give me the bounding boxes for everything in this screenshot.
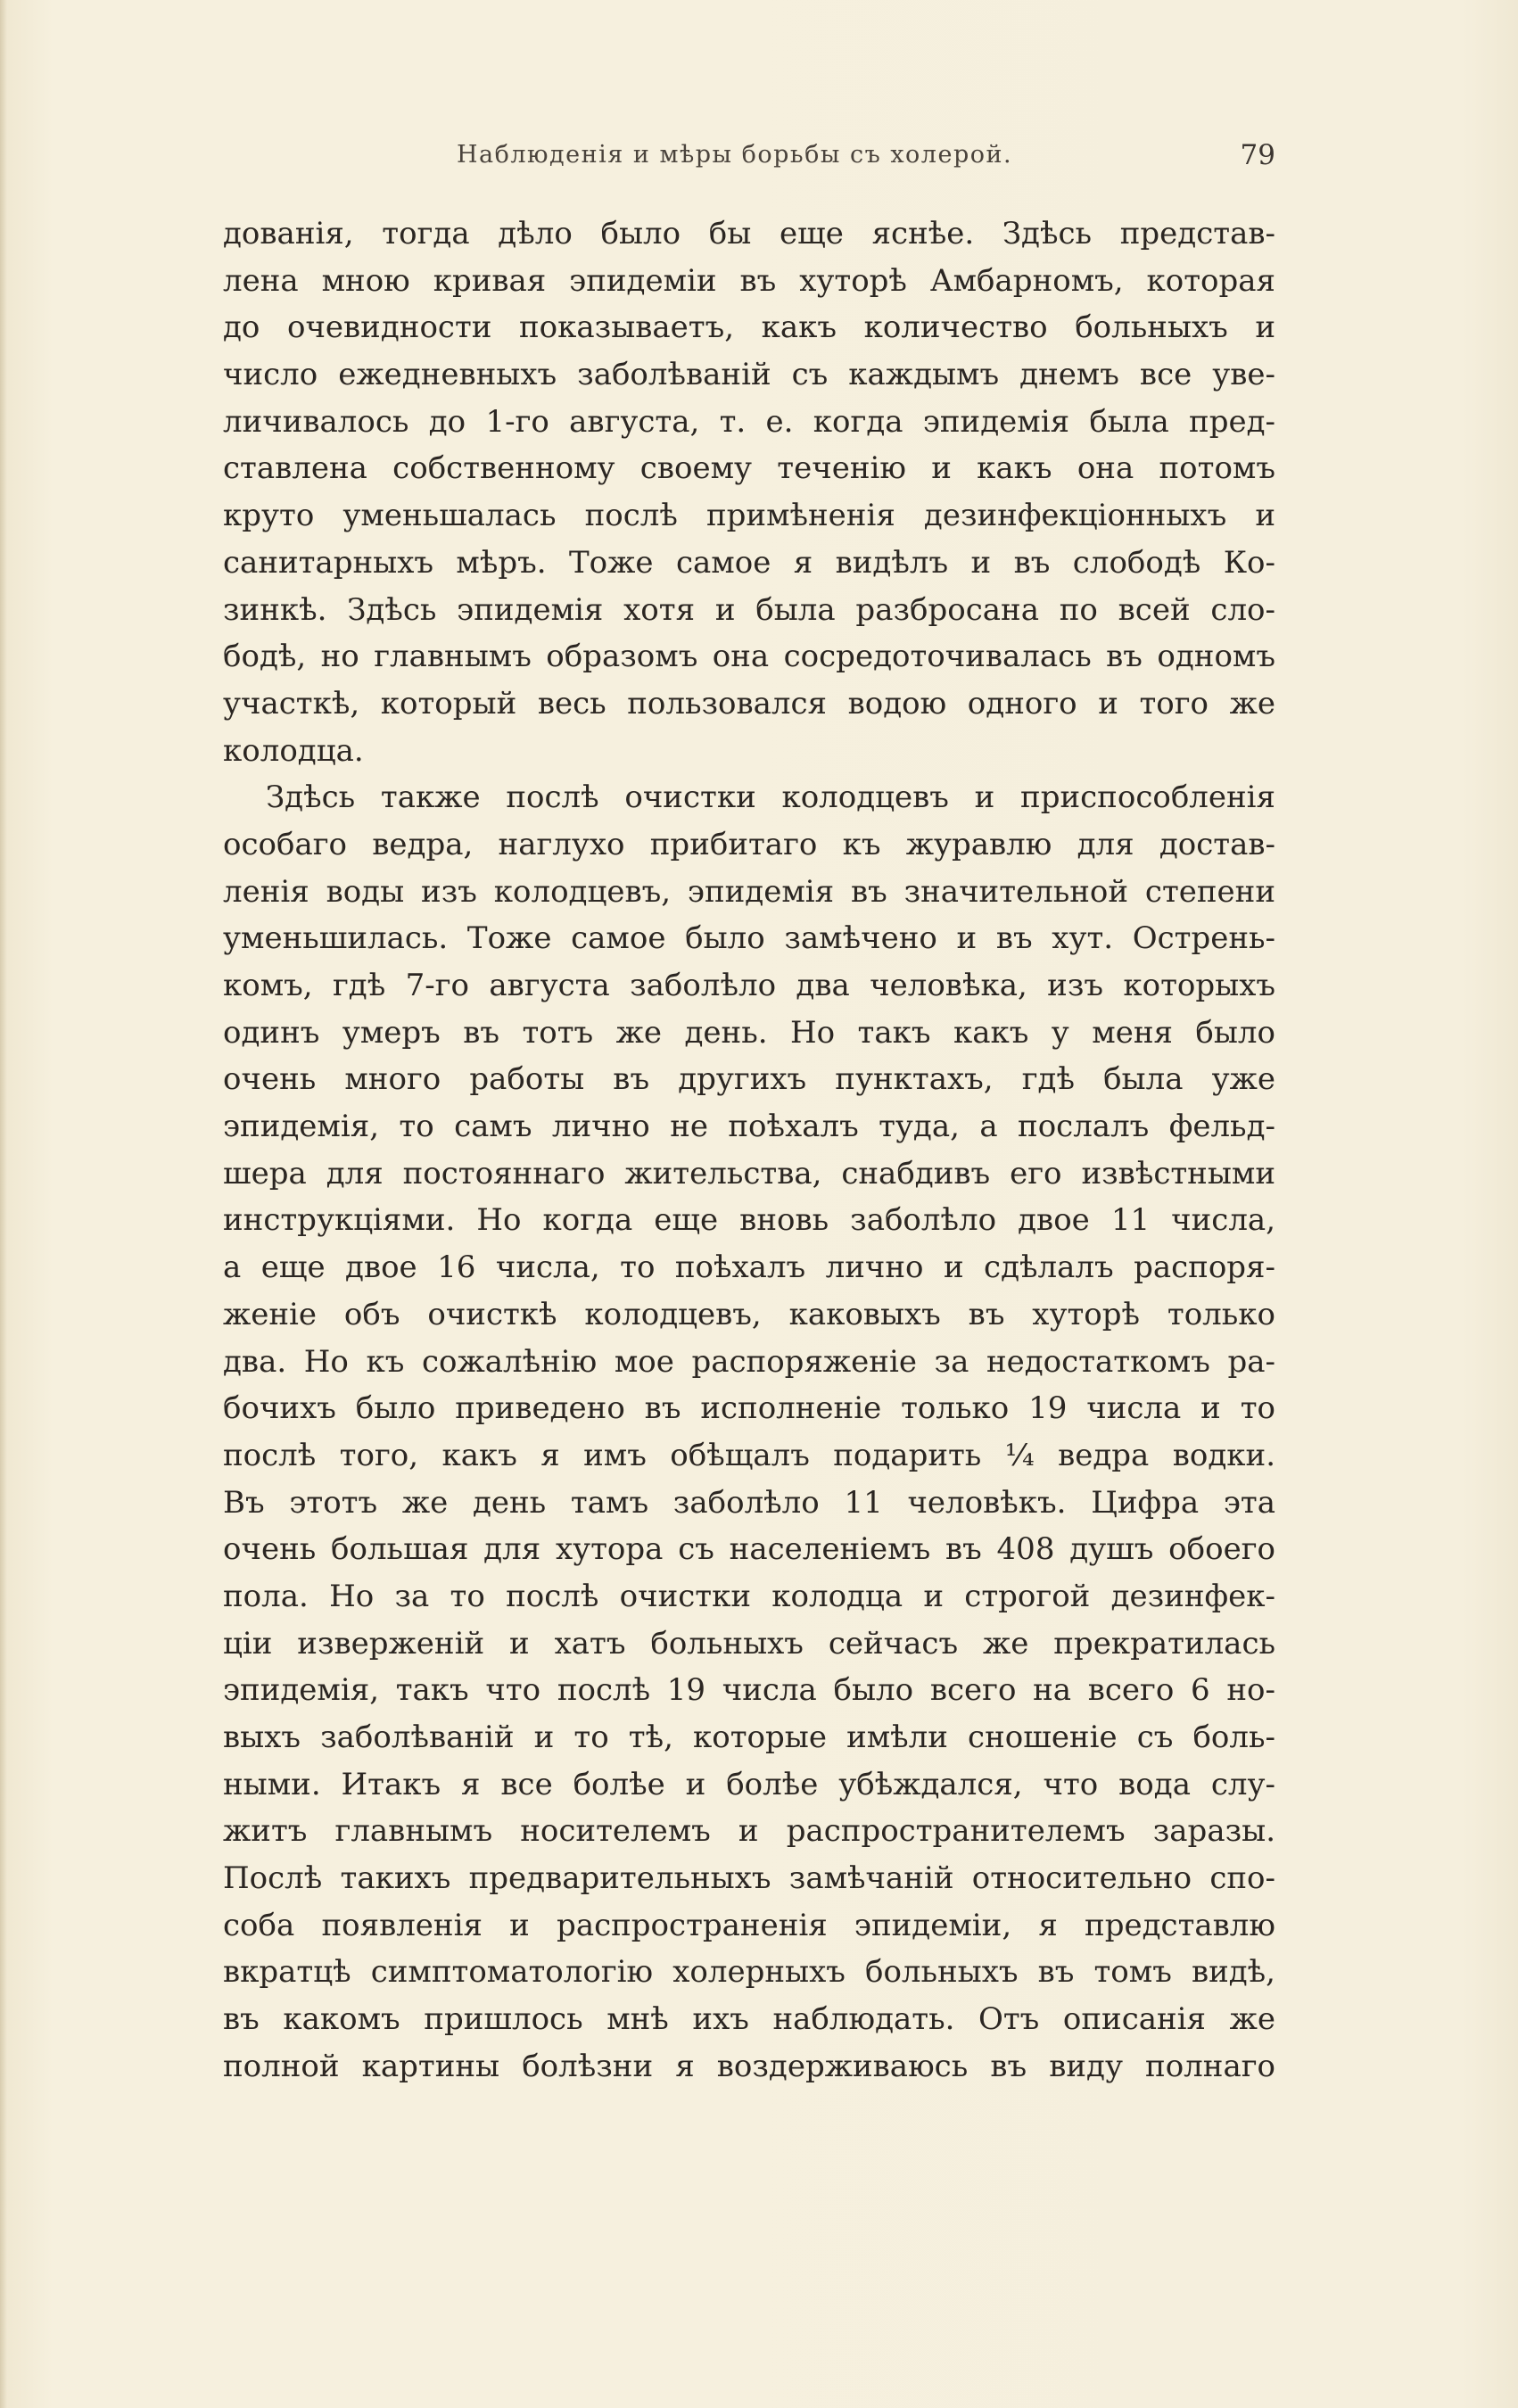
text-line: ставлена собственному своему теченію и какъ она потомъ bbox=[223, 450, 1275, 487]
text-line: дованія, тогда дѣло было бы еще яснѣе. Здѣсь представ- bbox=[223, 216, 1275, 252]
text-line: участкѣ, который весь пользовался водою одного и того же bbox=[223, 685, 1275, 722]
text-line: бодѣ, но главнымъ образомъ она сосредоточивалась въ одномъ bbox=[223, 639, 1275, 675]
text-line: въ какомъ пришлось мнѣ ихъ наблюдать. Отъ описанія же bbox=[223, 2001, 1275, 2038]
text-line: круто уменьшалась послѣ примѣненія дезинфекціонныхъ и bbox=[223, 498, 1275, 534]
text-line: полной картины болѣзни я воздерживаюсь въ виду полнаго bbox=[223, 2048, 1275, 2084]
text-line: особаго ведра, наглухо прибитаго къ журавлю для достав- bbox=[223, 826, 1275, 862]
text-line: Послѣ такихъ предварительныхъ замѣчаній относительно спо- bbox=[223, 1860, 1275, 1897]
text-line: соба появленія и распространенія эпидеміи, я представлю bbox=[223, 1907, 1275, 1943]
text-line: комъ, гдѣ 7-го августа заболѣло два человѣка, изъ которыхъ bbox=[223, 968, 1275, 1003]
text-line: а еще двое 16 числа, то поѣхалъ лично и сдѣлалъ распоря- bbox=[223, 1249, 1275, 1286]
text-line: послѣ того, какъ я имъ обѣщалъ подарить ¼ ведра водки. bbox=[223, 1437, 1275, 1473]
page-number: 79 bbox=[1240, 139, 1275, 171]
text-line: зинкѣ. Здѣсь эпидемія хотя и была разбросана по всей сло- bbox=[223, 591, 1275, 628]
text-line: выхъ заболѣваній и то тѣ, которые имѣли сношеніе съ боль- bbox=[223, 1719, 1275, 1755]
page-header bbox=[223, 136, 1275, 180]
text-line: уменьшилась. Тоже самое было замѣчено и въ хут. Острень- bbox=[223, 920, 1275, 957]
text-line: число ежедневныхъ заболѣваній съ каждымъ днемъ все уве- bbox=[223, 357, 1275, 393]
text-line: вкратцѣ симптоматологію холерныхъ больныхъ въ томъ видѣ, bbox=[223, 1954, 1275, 1991]
text-line: женіе объ очисткѣ колодцевъ, каковыхъ въ хуторѣ только bbox=[223, 1296, 1275, 1332]
text-line: ленія воды изъ колодцевъ, эпидемія въ значительной степени bbox=[223, 873, 1275, 910]
text-line: два. Но къ сожалѣнію мое распоряженіе за недостаткомъ ра- bbox=[223, 1343, 1275, 1380]
text-line: пола. Но за то послѣ очистки колодца и строгой дезинфек- bbox=[223, 1578, 1275, 1614]
text-line: до очевидности показываетъ, какъ количество больныхъ и bbox=[223, 309, 1275, 346]
text-line: бочихъ было приведено въ исполненіе только 19 числа и то bbox=[223, 1390, 1275, 1427]
paragraph-1 bbox=[223, 210, 1275, 774]
text-line: ціи изверженій и хатъ больныхъ сейчасъ же прекратилась bbox=[223, 1625, 1275, 1662]
page-body bbox=[223, 210, 1275, 2091]
page-edge-shadow bbox=[0, 0, 7, 2408]
text-line: житъ главнымъ носителемъ и распространителемъ заразы. bbox=[223, 1813, 1275, 1850]
text-line: инструкціями. Но когда еще вновь заболѣло двое 11 числа, bbox=[223, 1202, 1275, 1239]
text-line: очень много работы въ другихъ пунктахъ, гдѣ была уже bbox=[223, 1061, 1275, 1098]
text-line: шера для постояннаго жительства, снабдивъ его извѣстными bbox=[223, 1155, 1275, 1192]
running-title: Наблюденія и мѣры борьбы съ холерой. bbox=[457, 141, 1013, 169]
text-line: эпидемія, такъ что послѣ 19 числа было всего на всего 6 но- bbox=[223, 1672, 1275, 1709]
text-line: лена мною кривая эпидеміи въ хуторѣ Амбарномъ, которая bbox=[223, 262, 1275, 299]
text-line: одинъ умеръ въ тотъ же день. Но такъ какъ у меня было bbox=[223, 1014, 1275, 1051]
text-line: Въ этотъ же день тамъ заболѣло 11 человѣкъ. Цифра эта bbox=[223, 1484, 1275, 1521]
text-line: ными. Итакъ я все болѣе и болѣе убѣждался, что вода слу- bbox=[223, 1766, 1275, 1802]
paragraph-2 bbox=[223, 774, 1275, 2090]
text-line: санитарныхъ мѣръ. Тоже самое я видѣлъ и въ слободѣ Ко- bbox=[223, 544, 1275, 581]
text-line: очень большая для хутора съ населеніемъ въ 408 душъ обоего bbox=[223, 1531, 1275, 1568]
text-line: личивалось до 1-го августа, т. е. когда эпидемія была пред- bbox=[223, 403, 1275, 440]
text-line: эпидемія, то самъ лично не поѣхалъ туда, а послалъ фельд- bbox=[223, 1109, 1275, 1145]
text-line: колодца. bbox=[223, 732, 364, 769]
text-line: Здѣсь также послѣ очистки колодцевъ и приспособленія bbox=[266, 779, 1275, 816]
